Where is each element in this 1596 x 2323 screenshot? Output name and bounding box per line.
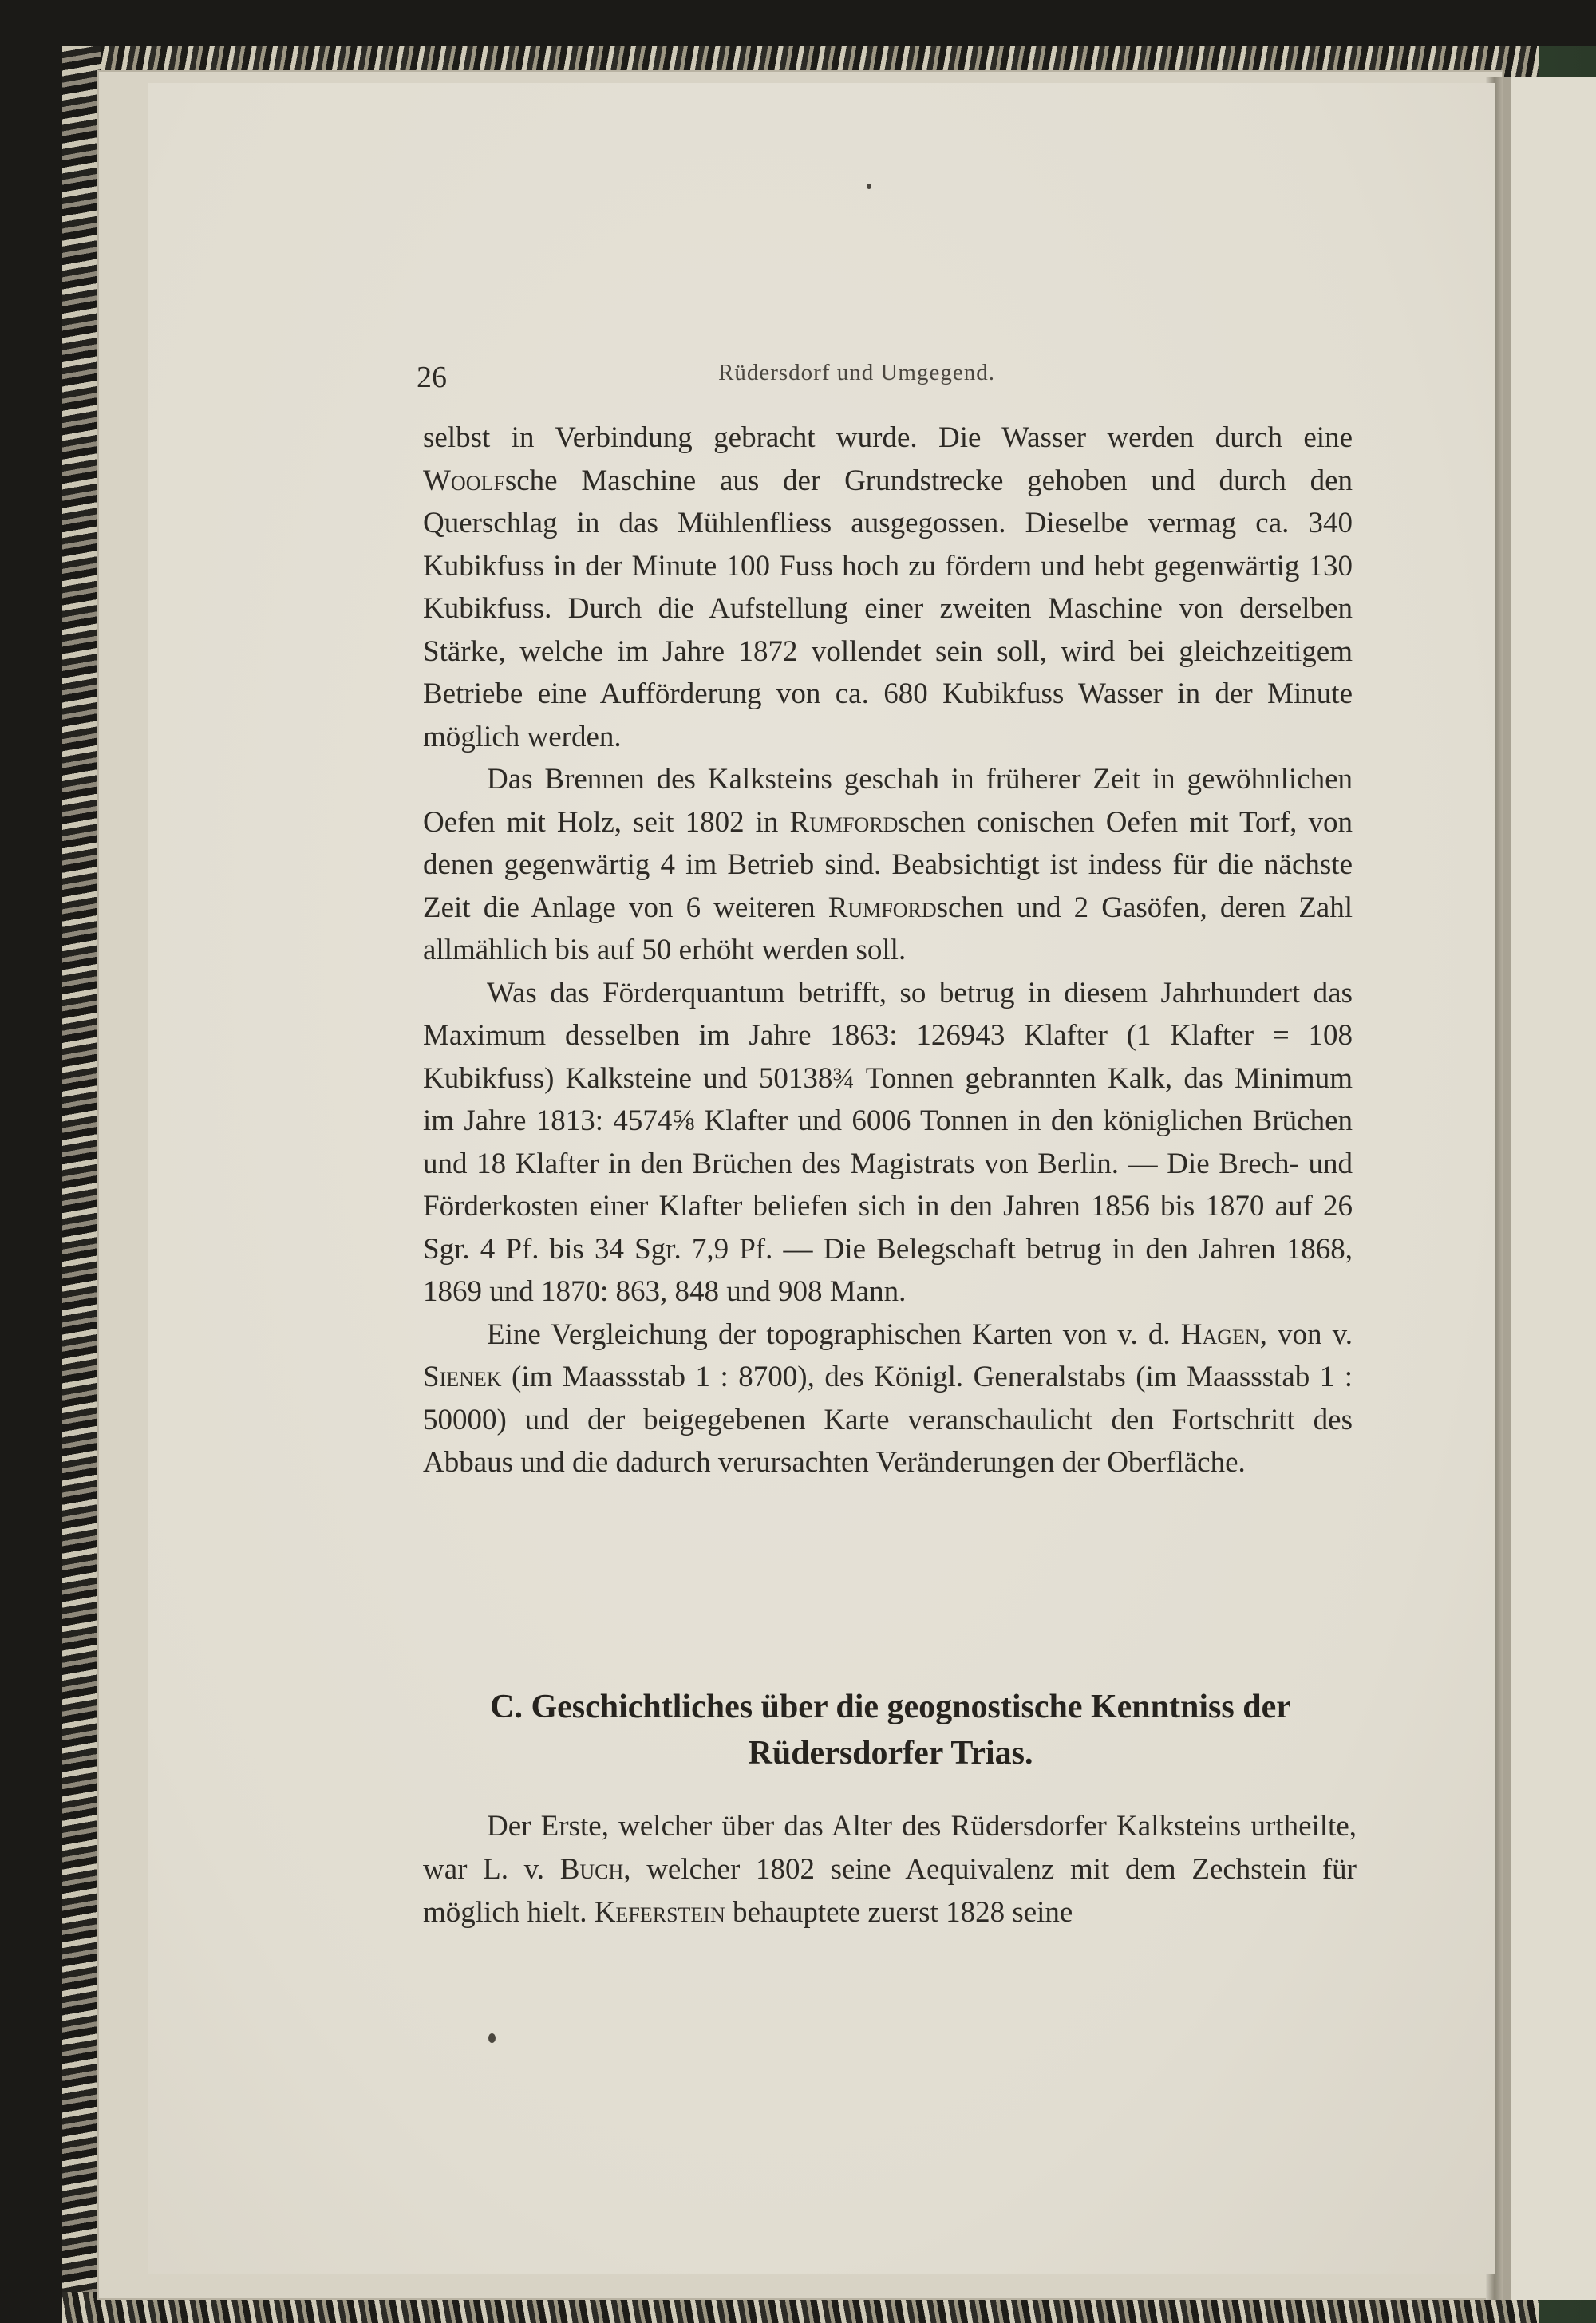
paragraph — [423, 1805, 1357, 1934]
text-run: Das Brennen des Kalksteins geschah in früherer Zeit in gewöhnlichen Oefen mit Holz, seit 1802 in — [423, 763, 1353, 839]
page-number: 26 — [417, 361, 447, 394]
text-run: (im Maassstab 1 : 8700), des Königl. Generalstabs (im Maassstab 1 : 50000) und der beigegebenen Karte veranschaulicht den Fortschritt des Abbaus und die dadurch verursachten Veränderungen der Oberfläche. — [423, 1361, 1353, 1479]
marbled-edge-left — [62, 46, 101, 2323]
section-heading-line-1: C. Geschichtliches über die geognostische Kenntniss der — [490, 1689, 1291, 1725]
author-name: Keferstein — [594, 1896, 725, 1929]
body-text — [423, 417, 1353, 1484]
text-run: behauptete zuerst 1828 seine — [725, 1896, 1073, 1929]
text-run: Der Erste, welcher über das Alter des Rüdersdorfer Kalksteins urtheilte, war L. v. — [423, 1810, 1357, 1886]
text-run: schen und 2 Gasöfen, deren Zahl allmählich bis auf 50 erhöht werden soll. — [423, 891, 1353, 966]
running-head: Rüdersdorf und Umgegend. — [718, 360, 995, 385]
author-name: Rumford — [789, 805, 899, 839]
facing-page — [1502, 77, 1596, 2300]
paragraph — [423, 972, 1353, 1314]
paragraph — [423, 758, 1353, 972]
author-name: Hagen — [1180, 1318, 1260, 1351]
body-text-section-c — [423, 1805, 1357, 1934]
paper-speck — [488, 2033, 496, 2043]
text-run: Was das Förderquantum betrifft, so betrug in diesem Jahrhundert das Maximum desselben im Jahre 1863: 126943 Klafter (1 Klafter = 108 Kubikfuss) Kalksteine und 50138¾ Tonnen gebrannten Kalk, das Minimum im Jahre 1813: 4574⅝ Klafter und 6006 Tonnen in den königlichen Brüchen und 18 Klafter in den Brüchen des Magistrats von Berlin. — Die Brech- und Förderkosten einer Klafter beliefen sich in den Jahren 1856 bis 1870 auf 26 Sgr. 4 Pf. bis 34 Sgr. 7,9 Pf. — Die Belegschaft betrug in den Jahren 1868, 1869 und 1870: 863, 848 und 908 Mann. — [423, 976, 1353, 1308]
text-run: , welcher 1802 seine Aequivalenz mit dem Zechstein für möglich hielt. — [423, 1853, 1357, 1929]
section-heading-line-2: Rüdersdorfer Trias. — [748, 1735, 1033, 1772]
paper-speck — [867, 184, 871, 189]
paragraph — [423, 1314, 1353, 1484]
author-name: Sienek — [423, 1361, 502, 1393]
paragraph — [423, 417, 1353, 758]
section-heading — [425, 1684, 1357, 1776]
author-name: Buch — [559, 1853, 624, 1886]
text-run: schen conischen Oefen mit Torf, von denen gegenwärtig 4 im Betrieb sind. Beabsichtigt ist indess für die nächste Zeit die Anlage von 6 weiteren — [423, 805, 1353, 924]
text-run: , von v. — [1259, 1318, 1353, 1351]
text-run: Eine Vergleichung der topographischen Karten von v. d. — [487, 1318, 1181, 1351]
text-run: sche Maschine aus der Grundstrecke gehoben und durch den Querschlag in das Mühlenfliess ausgegossen. Dieselbe vermag ca. 340 Kubikfuss in der Minute 100 Fuss hoch zu fördern und hebt gegenwärtig 130 Kubikfuss. Durch die Aufstellung einer zweiten Maschine von derselben Stärke, welche im Jahre 1872 vollendet sein soll, wird bei gleichzeitigem Betriebe eine Aufförderung von ca. 680 Kubikfuss Wasser in der Minute möglich werden. — [423, 464, 1353, 753]
author-name: Rumford — [828, 891, 937, 924]
author-name: Woolf — [423, 464, 505, 497]
text-run: selbst in Verbindung gebracht wurde. Die Wasser werden durch eine — [423, 421, 1353, 454]
